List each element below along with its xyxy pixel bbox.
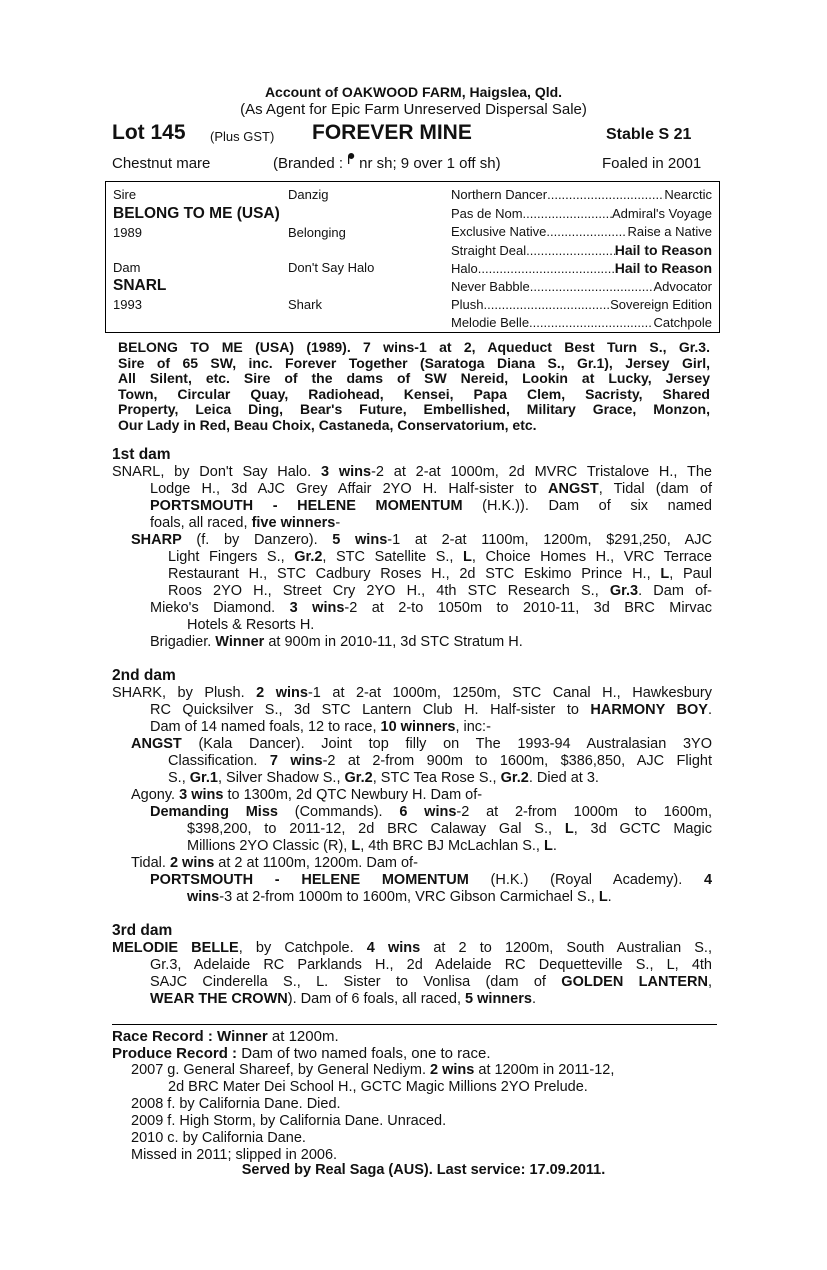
sire-summary-line: All Silent, etc. Sire of the dams of SW Nereid, Lookin at Lucky, Jersey bbox=[118, 370, 710, 386]
records-line: Produce Record : Dam of two named foals, one to race. bbox=[112, 1045, 491, 1062]
second-dam-line: $398,200, to 2011-12, 2d BRC Calaway Gal S., L, 3d GCTC Magic bbox=[187, 821, 713, 837]
sire-name: BELONG TO ME (USA) bbox=[113, 205, 280, 222]
great-grandparent-name: Catchpole bbox=[653, 315, 712, 330]
brand-info bbox=[273, 151, 501, 172]
dam-label: Dam bbox=[113, 260, 141, 275]
grandparent-name: Northern Dancer bbox=[451, 187, 548, 202]
second-dam-heading: 2nd dam bbox=[112, 667, 176, 684]
dam-name: SNARL bbox=[113, 277, 167, 294]
second-dam-line: RC Quicksilver S., 3d STC Lantern Club H. Half-sister to HARMONY BOY. bbox=[150, 702, 712, 718]
dam-year: 1993 bbox=[113, 297, 142, 312]
grandparent-name: Never Babble bbox=[451, 279, 530, 294]
sire-summary-line: Town, Circular Quay, Radiohead, Kensei, Papa Clem, Sacristy, Shared bbox=[118, 385, 710, 402]
records-line: 2008 f. by California Dane. Died. bbox=[131, 1096, 341, 1112]
pedigree-grandparent-row bbox=[451, 224, 712, 240]
service-line: Served by Real Saga (AUS). Last service: 17.09.2011. bbox=[241, 1162, 606, 1178]
records-line: 2d BRC Mater Dei School H., GCTC Magic Millions 2YO Prelude. bbox=[168, 1079, 588, 1095]
first-dam-line: Hotels & Resorts H. bbox=[187, 617, 315, 633]
dot-leader bbox=[484, 297, 611, 313]
pedigree-grandparent-row bbox=[451, 206, 712, 222]
stable-number: Stable S 21 bbox=[606, 126, 692, 143]
second-dam-line: Tidal. 2 wins at 2 at 1100m, 1200m. Dam of- bbox=[131, 855, 418, 871]
records-line: Race Record : Winner at 1200m. bbox=[112, 1028, 339, 1045]
sire-summary bbox=[118, 340, 710, 433]
sire-year: 1989 bbox=[113, 225, 142, 240]
second-dam-line: Millions 2YO Classic (R), L, 4th BRC BJ McLachlan S., L. bbox=[187, 838, 557, 854]
records-divider bbox=[112, 1024, 717, 1025]
great-grandparent-name: Raise a Native bbox=[627, 224, 712, 239]
great-grandparent-name: Nearctic bbox=[664, 187, 712, 202]
sire-summary-line: BELONG TO ME (USA) (1989). 7 wins-1 at 2, Aqueduct Best Turn S., Gr.3. bbox=[118, 339, 710, 355]
dam-sire: Don't Say Halo bbox=[288, 260, 375, 275]
dam-dam: Shark bbox=[288, 297, 322, 312]
first-dam-line: Brigadier. Winner at 900m in 2010-11, 3d STC Stratum H. bbox=[150, 634, 523, 650]
great-grandparent-name: Admiral's Voyage bbox=[611, 206, 712, 221]
records-line: 2010 c. by California Dane. bbox=[131, 1130, 306, 1146]
first-dam-line: SNARL, by Don't Say Halo. 3 wins-2 at 2-at 1000m, 2d MVRC Tristalove H., The bbox=[112, 464, 712, 480]
first-dam-line: PORTSMOUTH - HELENE MOMENTUM (H.K.)). Dam of six named bbox=[150, 498, 712, 514]
grandparent-name: Plush bbox=[451, 297, 484, 312]
second-dam-line: SHARK, by Plush. 2 wins-1 at 2-at 1000m, 1250m, STC Canal H., Hawkesbury bbox=[112, 685, 712, 701]
first-dam-line: Mieko's Diamond. 3 wins-2 at 2-to 1050m to 2010-11, 3d BRC Mirvac bbox=[150, 600, 712, 616]
first-dam-line: Roos 2YO H., Street Cry 2YO H., 4th STC Research S., Gr.3. Dam of- bbox=[168, 583, 712, 599]
horse-description: Chestnut mare bbox=[112, 155, 211, 172]
grandparent-name: Straight Deal bbox=[451, 243, 527, 258]
third-dam-line: WEAR THE CROWN). Dam of 6 foals, all raced, 5 winners. bbox=[150, 991, 536, 1007]
sire-dam: Belonging bbox=[288, 225, 346, 240]
pedigree-grandparent-row bbox=[451, 279, 712, 295]
sire-sire: Danzig bbox=[288, 187, 329, 202]
second-dam-line: S., Gr.1, Silver Shadow S., Gr.2, STC Tea Rose S., Gr.2. Died at 3. bbox=[168, 770, 599, 786]
pedigree-grandparent-row bbox=[451, 315, 712, 331]
first-dam-line: foals, all raced, five winners- bbox=[150, 515, 341, 531]
second-dam-line: Demanding Miss (Commands). 6 wins-2 at 2-from 1000m to 1600m, bbox=[150, 804, 712, 820]
account-line: Account of OAKWOOD FARM, Haigslea, Qld. bbox=[264, 84, 563, 100]
gst-note: (Plus GST) bbox=[210, 129, 275, 144]
grandparent-name: Halo bbox=[451, 261, 478, 276]
great-grandparent-name: Hail to Reason bbox=[614, 260, 712, 276]
third-dam-heading: 3rd dam bbox=[112, 922, 173, 939]
grandparent-name: Exclusive Native bbox=[451, 224, 547, 239]
dot-leader bbox=[526, 243, 615, 259]
pedigree-grandparent-row bbox=[451, 260, 712, 277]
third-dam-line: Gr.3, Adelaide RC Parklands H., 2d Adelaide RC Dequetteville S., L, 4th bbox=[150, 957, 712, 973]
sire-summary-line: Property, Leica Ding, Bear's Future, Embellished, Military Grace, Monzon, bbox=[118, 401, 710, 417]
dot-leader bbox=[529, 315, 653, 331]
records-line: 2009 f. High Storm, by California Dane. Unraced. bbox=[131, 1113, 447, 1129]
pedigree-grandparent-row bbox=[451, 297, 712, 313]
pedigree-grandparent-row bbox=[451, 187, 712, 203]
agent-line: (As Agent for Epic Farm Unreserved Dispersal Sale) bbox=[240, 101, 587, 118]
brand-close: nr sh; 9 over 1 off sh) bbox=[359, 155, 501, 172]
second-dam-line: ANGST (Kala Dancer). Joint top filly on The 1993-94 Australasian 3YO bbox=[131, 736, 712, 752]
dot-leader bbox=[478, 261, 615, 277]
great-grandparent-name: Advocator bbox=[653, 279, 712, 294]
records-line: 2007 g. General Shareef, by General Nediym. 2 wins at 1200m in 2011-12, bbox=[131, 1062, 615, 1078]
first-dam-line: Lodge H., 3d AJC Grey Affair 2YO H. Half-sister to ANGST, Tidal (dam of bbox=[150, 481, 712, 497]
dot-leader bbox=[530, 279, 654, 295]
brand-icon: ᖰ bbox=[347, 151, 355, 168]
lot-number: Lot 145 bbox=[112, 121, 186, 144]
second-dam-line: wins-3 at 2-from 1000m to 1600m, VRC Gibson Carmichael S., L. bbox=[187, 889, 612, 905]
sire-label: Sire bbox=[113, 187, 137, 202]
brand-open: (Branded : bbox=[273, 155, 344, 172]
second-dam-line: PORTSMOUTH - HELENE MOMENTUM (H.K.) (Royal Academy). 4 bbox=[150, 872, 713, 888]
horse-name: FOREVER MINE bbox=[312, 121, 472, 144]
first-dam-line: SHARP (f. by Danzero). 5 wins-1 at 2-at 1100m, 1200m, $291,250, AJC bbox=[131, 532, 712, 548]
grandparent-name: Pas de Nom bbox=[451, 206, 523, 221]
records-line: Missed in 2011; slipped in 2006. bbox=[131, 1147, 338, 1163]
sire-summary-line: Our Lady in Red, Beau Choix, Castaneda, Conservatorium, etc. bbox=[118, 416, 537, 433]
dot-leader bbox=[547, 187, 664, 203]
pedigree-grandparent-row bbox=[451, 242, 712, 259]
second-dam-line: Classification. 7 wins-2 at 2-from 900m to 1600m, $386,850, AJC Flight bbox=[168, 753, 712, 769]
second-dam-line: Dam of 14 named foals, 12 to race, 10 winners, inc:- bbox=[150, 719, 491, 735]
sire-summary-line: Sire of 65 SW, inc. Forever Together (Saratoga Diana S., Gr.1), Jersey Girl, bbox=[118, 354, 710, 371]
second-dam-line: Agony. 3 wins to 1300m, 2d QTC Newbury H. Dam of- bbox=[131, 787, 483, 803]
foaled-year: Foaled in 2001 bbox=[602, 155, 702, 172]
third-dam-line: MELODIE BELLE, by Catchpole. 4 wins at 2 to 1200m, South Australian S., bbox=[112, 940, 712, 956]
great-grandparent-name: Hail to Reason bbox=[614, 242, 712, 258]
grandparent-name: Melodie Belle bbox=[451, 315, 530, 330]
dot-leader bbox=[546, 224, 627, 240]
great-grandparent-name: Sovereign Edition bbox=[610, 297, 712, 312]
third-dam-line: SAJC Cinderella S., L. Sister to Vonlisa (dam of GOLDEN LANTERN, bbox=[150, 974, 712, 990]
first-dam-heading: 1st dam bbox=[112, 446, 171, 463]
dot-leader bbox=[523, 206, 612, 222]
first-dam-line: Light Fingers S., Gr.2, STC Satellite S., L, Choice Homes H., VRC Terrace bbox=[168, 549, 712, 565]
first-dam-line: Restaurant H., STC Cadbury Roses H., 2d STC Eskimo Prince H., L, Paul bbox=[168, 566, 712, 582]
